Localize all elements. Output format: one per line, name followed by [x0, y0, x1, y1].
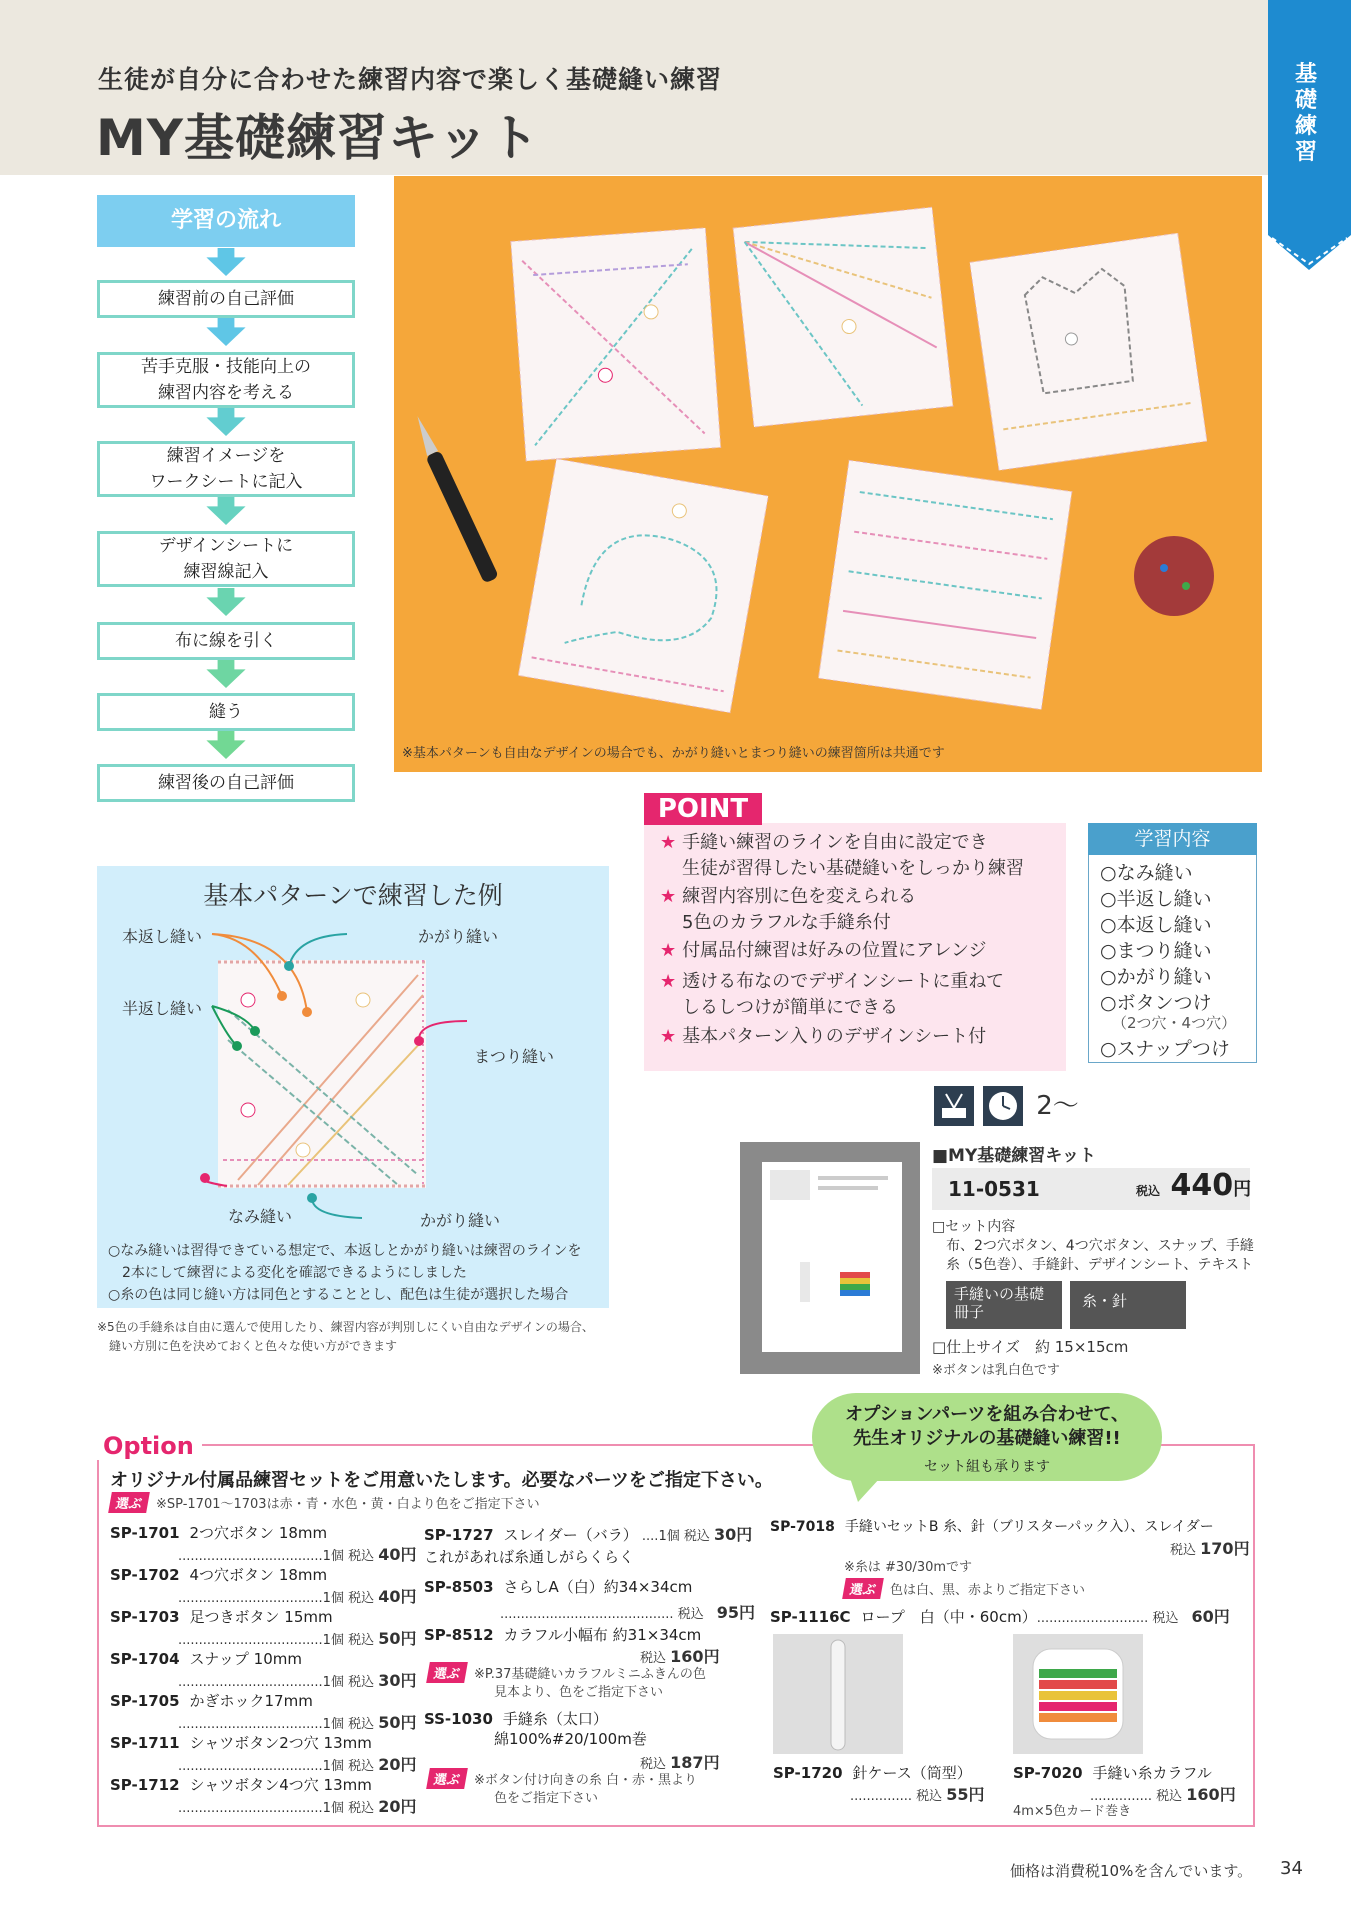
yen: 円 [400, 1587, 417, 1606]
tax: 税込 [683, 1529, 710, 1544]
item-price: 40 [378, 1545, 401, 1564]
study-item: ○ボタンつけ [1100, 992, 1212, 1014]
name: スレイダー（バラ） [503, 1526, 638, 1544]
tax: 税込 [348, 1675, 375, 1690]
pattern-footnote: 縫い方別に色を決めておくと色々な使い方ができます [97, 1339, 398, 1353]
sewing-kit-icon [934, 1086, 974, 1126]
item-sp7018-note-2 [844, 1578, 1085, 1599]
option-item-price: ...................................1個 税込 20円 [178, 1797, 417, 1816]
option-item-price: ...................................1個 税込 20円 [178, 1755, 417, 1774]
price: 95 [716, 1603, 739, 1622]
flow-step [97, 441, 355, 497]
flow-arrow-icon [205, 248, 247, 276]
item-ss1030 [424, 1708, 608, 1729]
product-button-note: ※ボタンは乳白色です [932, 1363, 1060, 1378]
product-image [740, 1142, 920, 1374]
yen: 円 [736, 1525, 753, 1544]
label-matsuri: まつり縫い [474, 1047, 555, 1066]
item-sp8503-price: .......................................... 税込 95円 [500, 1603, 756, 1622]
yen: 円 [968, 1785, 985, 1804]
photo-note: ※基本パターンも自由なデザインの場合でも、かがり縫いとまつり縫いの練習箇所は共通です [402, 746, 945, 761]
price: 170 [1200, 1539, 1234, 1558]
study-title: 学習内容 [1088, 823, 1257, 855]
point-item [660, 830, 1024, 882]
item-ss1030-note-2: 色をご指定下さい [494, 1791, 599, 1806]
label-han-gaeshi: 半返し縫い [122, 999, 203, 1018]
flow-step-text [209, 699, 243, 725]
flow-step-text [158, 286, 294, 312]
option-item [110, 1732, 372, 1753]
option-item [110, 1606, 333, 1627]
tax: 税込 [348, 1591, 375, 1606]
category-tab-label: 基礎練習 [1294, 62, 1317, 165]
item-ss1030-note-1 [428, 1768, 697, 1789]
item-sp1727: SP-1727 スレイダー（バラ） ....1個 税込 30円 [424, 1525, 753, 1544]
code: SP-7018 [770, 1519, 835, 1535]
label-hon-gaeshi: 本返し縫い [122, 927, 203, 946]
pattern-note: 2本にして練習による変化を確認できるようにしました [108, 1265, 467, 1281]
pattern-note: ○なみ縫いは習得できている想定で、本返しとかがり縫いは練習のラインを [108, 1243, 582, 1259]
label-kagari-top: かがり縫い [418, 927, 499, 946]
flow-step-line: 練習後の自己評価 [158, 773, 294, 793]
bubble-line-1: オプションパーツを組み合わせて、 [844, 1404, 1130, 1425]
tax: 税込 [348, 1717, 375, 1732]
erabu-badge: 選ぶ [426, 1768, 468, 1789]
tax: 税込 [1156, 1789, 1183, 1804]
item-price: 50 [378, 1713, 401, 1732]
point-item-line: 5色のカラフルな手縫糸付 [682, 912, 891, 933]
footer-tax-note: 価格は消費税10%を含んでいます。 [1010, 1862, 1253, 1880]
tax: 税込 [640, 1757, 667, 1772]
flow-step-line: デザインシートに [158, 536, 294, 556]
product-price-value: 440 [1170, 1168, 1234, 1203]
point-item-line: 練習内容別に色を変えられる [682, 886, 917, 907]
item-name: かぎホック17mm [189, 1692, 313, 1710]
item-qty: 1個 [322, 1801, 344, 1816]
tag-booklet-line-1: 手縫いの基礎 [954, 1285, 1045, 1303]
tag-booklet-line-2: 冊子 [954, 1303, 985, 1321]
flow-arrow-icon [205, 660, 247, 688]
item-code: SP-1704 [110, 1650, 180, 1668]
item-qty: 1個 [322, 1759, 344, 1774]
option-item [110, 1774, 372, 1795]
item-code: SP-1711 [110, 1734, 180, 1752]
name: 手縫糸（太口） [502, 1710, 608, 1728]
flow-step [97, 622, 355, 660]
price: 55 [946, 1785, 969, 1804]
label-kagari-bottom: かがり縫い [420, 1211, 501, 1230]
yen: 円 [703, 1647, 720, 1666]
label-nami: なみ縫い [228, 1207, 293, 1226]
point-item-line: 付属品付練習は好みの位置にアレンジ [682, 940, 987, 961]
option-item-price: ...................................1個 税込 30円 [178, 1671, 417, 1690]
product-name: ■MY基礎練習キット [932, 1146, 1096, 1166]
item-qty: 1個 [322, 1633, 344, 1648]
flow-arrow-icon [205, 588, 247, 616]
option-item-price: ...................................1個 税込 40円 [178, 1545, 417, 1564]
flow-step-line: 練習線記入 [183, 562, 269, 582]
target-hours: 2～ [1036, 1091, 1079, 1121]
point-item [660, 969, 1004, 1021]
option-sub [110, 1492, 540, 1513]
item-sp8512-note-1 [428, 1662, 706, 1683]
option-sub-text: ※SP-1701～1703は赤・青・水色・黄・白より色をご指定下さい [156, 1497, 540, 1512]
note: ※ボタン付け向きの糸 白・赤・黒より [474, 1773, 698, 1788]
option-item [110, 1522, 327, 1543]
yen: 円 [400, 1629, 417, 1648]
option-item-price: ...................................1個 税込 40円 [178, 1587, 417, 1606]
study-button-sub: （2つ穴・4つ穴） [1112, 1014, 1237, 1032]
item-price: 20 [378, 1755, 401, 1774]
flow-arrow-icon [205, 497, 247, 525]
study-item: ○本返し縫い [1100, 914, 1212, 936]
product-size: □仕上サイズ 約 15×15cm [932, 1338, 1129, 1356]
yen: 円 [400, 1545, 417, 1564]
pattern-note: ○糸の色は同じ縫い方は同色とすることとし、配色は生徒が選択した場合 [108, 1287, 569, 1303]
item-sp7020 [1013, 1762, 1212, 1783]
price: 160 [1186, 1785, 1220, 1804]
bubble-line-2: 先生オリジナルの基礎縫い練習!! [853, 1428, 1121, 1449]
flow-step-text [175, 628, 277, 654]
item-qty: 1個 [322, 1549, 344, 1564]
flow-step-line: 練習イメージを [166, 446, 286, 466]
flow-arrow-icon [205, 318, 247, 346]
product-set-label: □セット内容 [932, 1219, 1016, 1235]
item-qty: 1個 [322, 1717, 344, 1732]
page-number: 34 [1280, 1858, 1303, 1879]
item-sp1116c: SP-1116C ロープ 白（中・60cm）........................... 税込 60円 [770, 1607, 1230, 1626]
item-code: SP-1712 [110, 1776, 180, 1794]
flow-step-line: ワークシートに記入 [149, 472, 303, 492]
item-sp8503 [424, 1576, 692, 1597]
code: SP-8503 [424, 1578, 494, 1596]
name: 針ケース（筒型） [852, 1764, 972, 1782]
price: 60 [1191, 1607, 1214, 1626]
item-sp7018-note-1: ※糸は #30/30mです [844, 1560, 973, 1575]
page-title: MY基礎練習キット [96, 109, 540, 167]
option-item-price: ...................................1個 税込 50円 [178, 1629, 417, 1648]
option-item [110, 1648, 302, 1669]
erabu-badge: 選ぶ [842, 1578, 884, 1599]
product-tax-label: 税込 [1136, 1184, 1161, 1198]
tax: 税込 [348, 1801, 375, 1816]
product-set-line-1: 布、2つ穴ボタン、4つ穴ボタン、スナップ、手縫 [946, 1238, 1254, 1254]
item-price: 20 [378, 1797, 401, 1816]
code: SP-1116C [770, 1608, 851, 1626]
item-name: 4つ穴ボタン 18mm [189, 1566, 328, 1584]
point-item-line: しるしつけが簡単にできる [682, 997, 898, 1018]
tax: 税込 [640, 1651, 667, 1666]
tax: 税込 [677, 1607, 704, 1622]
yen: 円 [703, 1753, 720, 1772]
qty: 1個 [658, 1529, 680, 1544]
point-item [660, 938, 987, 964]
item-name: シャツボタン4つ穴 13mm [189, 1776, 372, 1794]
point-item-line: 透ける布なのでデザインシートに重ねて [682, 971, 1004, 992]
note: ※P.37基礎縫いカラフルミニふきんの色 [474, 1667, 706, 1682]
price: 160 [670, 1647, 704, 1666]
flow-step [97, 764, 355, 802]
note: 色は白、黒、赤よりご指定下さい [890, 1583, 1086, 1598]
study-item: ○半返し縫い [1100, 888, 1212, 910]
target-icons [934, 1086, 1079, 1130]
flow-arrow-icon [205, 408, 247, 436]
option-item [110, 1690, 313, 1711]
flow-step [97, 531, 355, 587]
tax: 税込 [348, 1633, 375, 1648]
item-price: 30 [378, 1671, 401, 1690]
item-qty: 1個 [322, 1675, 344, 1690]
tax: 税込 [916, 1789, 943, 1804]
clock-icon [983, 1086, 1023, 1126]
flow-step-text [159, 533, 293, 585]
item-ss1030-spec: 綿100%#20/100m巻 [494, 1730, 647, 1748]
name: 手縫いセットB [844, 1519, 939, 1535]
code: SP-1727 [424, 1526, 494, 1544]
flow-step-text [141, 354, 311, 406]
pattern-footnote: ※5色の手縫糸は自由に選んで使用したり、練習内容が判別しにくい自由なデザインの場合、 [97, 1320, 594, 1334]
tax: 税込 [1170, 1543, 1197, 1558]
name: カラフル小幅布 約31×34cm [503, 1626, 702, 1644]
item-sp1720-price: ............... 税込 55円 [850, 1785, 985, 1804]
item-sp7020-note: 4m×5色カード巻き [1013, 1804, 1132, 1819]
product-code: 11-0531 [948, 1177, 1040, 1201]
yen: 円 [739, 1603, 756, 1622]
tax: 税込 [1152, 1611, 1179, 1626]
item-sp1727-note: これがあれば糸通しがらくらく [424, 1548, 635, 1566]
item-name: 2つ穴ボタン 18mm [189, 1524, 328, 1542]
erabu-badge: 選ぶ [108, 1492, 150, 1513]
yen: 円 [400, 1671, 417, 1690]
point-badge: POINT [644, 793, 762, 825]
item-name: スナップ 10mm [189, 1650, 302, 1668]
yen: 円 [1219, 1785, 1236, 1804]
product-price-yen: 円 [1233, 1179, 1252, 1200]
flow-step-line: 練習前の自己評価 [158, 289, 294, 309]
yen: 円 [1213, 1607, 1230, 1626]
item-name: 足つきボタン 15mm [189, 1608, 333, 1626]
item-name: シャツボタン2つ穴 13mm [189, 1734, 372, 1752]
kit-photo-illustration [394, 176, 1262, 772]
flow-step [97, 693, 355, 731]
option-item [110, 1564, 327, 1585]
item-code: SP-1705 [110, 1692, 180, 1710]
tag-thread-needle: 糸・針 [1070, 1281, 1186, 1329]
flow-step-line: 練習内容を考える [158, 383, 294, 403]
erabu-badge: 選ぶ [426, 1662, 468, 1683]
study-item: ○かがり縫い [1100, 966, 1212, 988]
flow-arrow-icon [205, 731, 247, 759]
item-sp8512 [424, 1624, 701, 1645]
item-code: SP-1703 [110, 1608, 180, 1626]
code: SS-1030 [424, 1710, 493, 1728]
tax: 税込 [348, 1549, 375, 1564]
star-icon: ★ [660, 832, 677, 853]
star-icon: ★ [660, 886, 677, 907]
bubble-tail [850, 1478, 880, 1502]
tag-booklet [946, 1281, 1062, 1329]
flow-step-line: 縫う [209, 702, 243, 722]
name: さらしA（白）約34×34cm [503, 1578, 693, 1596]
header-subtitle: 生徒が自分に合わせた練習内容で楽しく基礎縫い練習 [98, 65, 723, 94]
option-badge: Option [97, 1432, 202, 1460]
flow-step-text [150, 443, 303, 495]
tax: 税込 [348, 1759, 375, 1774]
yen: 円 [400, 1755, 417, 1774]
product-price [1136, 1168, 1251, 1203]
option-item-price: ...................................1個 税込 50円 [178, 1713, 417, 1732]
yen: 円 [400, 1713, 417, 1732]
flow-title: 学習の流れ [97, 195, 355, 247]
star-icon: ★ [660, 940, 677, 961]
study-item: ○スナップつけ [1100, 1038, 1230, 1060]
item-code: SP-1701 [110, 1524, 180, 1542]
item-sp7018 [770, 1516, 1214, 1536]
code: SP-7020 [1013, 1764, 1083, 1782]
study-item: ○なみ縫い [1100, 862, 1193, 884]
point-item-line: 生徒が習得したい基礎縫いをしっかり練習 [682, 858, 1024, 879]
name: 手縫い糸カラフル [1092, 1764, 1212, 1782]
item-sp7018-price [1170, 1536, 1250, 1559]
yen: 円 [1233, 1539, 1250, 1558]
point-item [660, 884, 916, 936]
product-set-line-2: 糸（5色巻）、手縫針、デザインシート、テキスト [946, 1257, 1254, 1273]
code: SP-8512 [424, 1626, 494, 1644]
flow-step-text [158, 770, 294, 796]
needle-case-image [773, 1634, 903, 1754]
price: 30 [714, 1525, 737, 1544]
star-icon: ★ [660, 1026, 677, 1047]
product-photo [394, 176, 1262, 772]
option-lead: オリジナル付属品練習セットをご用意いたします。必要なパーツをご指定下さい。 [110, 1470, 773, 1491]
point-item-line: 手縫い練習のラインを自由に設定でき [682, 832, 988, 853]
item-sp1720 [773, 1762, 972, 1783]
item-price: 50 [378, 1629, 401, 1648]
pattern-title: 基本パターンで練習した例 [203, 881, 503, 910]
point-item-line: 基本パターン入りのデザインシート付 [682, 1026, 987, 1047]
item-qty: 1個 [322, 1591, 344, 1606]
item-sp8512-note-2: 見本より、色をご指定下さい [494, 1685, 664, 1700]
bubble-line-3: セット組も承ります [924, 1459, 1050, 1475]
name: ロープ 白（中・60cm） [860, 1608, 1037, 1626]
desc: 糸、針（ブリスターパック入）、スレイダー [942, 1519, 1214, 1535]
yen: 円 [400, 1797, 417, 1816]
price: 187 [670, 1753, 704, 1772]
flow-step [97, 352, 355, 408]
flow-step-line: 苦手克服・技能向上の [141, 357, 311, 377]
point-item [660, 1024, 986, 1050]
study-item: ○まつり縫い [1100, 940, 1212, 962]
flow-step [97, 280, 355, 318]
item-price: 40 [378, 1587, 401, 1606]
star-icon: ★ [660, 971, 677, 992]
flow-step-line: 布に線を引く [175, 631, 277, 651]
code: SP-1720 [773, 1764, 843, 1782]
item-code: SP-1702 [110, 1566, 180, 1584]
product-set [932, 1218, 1254, 1275]
colorful-thread-image [1013, 1634, 1143, 1754]
item-sp7020-price: ............... 税込 160円 [1090, 1785, 1236, 1804]
